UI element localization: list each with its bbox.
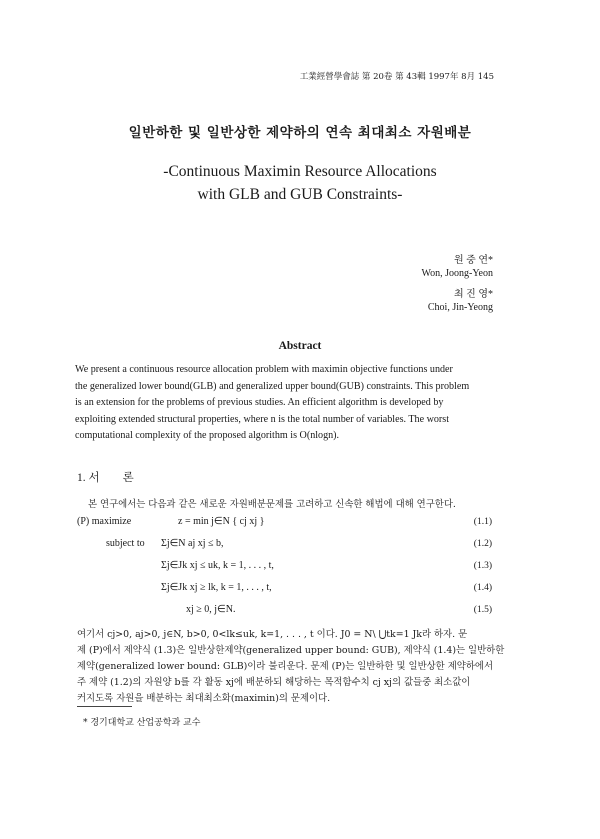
equation-4: Σj∈Jk xj ≥ lk, k = 1, . . . , t,: [161, 582, 272, 593]
author-2-korean: 최 진 영*: [454, 289, 493, 300]
equation-4-number: (1.4): [473, 583, 492, 593]
author-1-english: Won, Joong-Yeon: [421, 268, 493, 279]
english-title-line-1: -Continuous Maximin Resource Allocations: [163, 163, 437, 180]
footnote-rule: [77, 706, 132, 707]
paragraph-line: 여기서 cj>0, aj>0, j∈N, b>0, 0<lk≤uk, k=1, . . . , t 이다. J0 = N\ ⋃tk=1 Jk라 하자. 문: [77, 629, 468, 640]
equation-3: Σj∈Jk xj ≤ uk, k = 1, . . . , t,: [161, 560, 274, 571]
author-1-korean: 원 중 연*: [454, 255, 493, 266]
paragraph-line: 주 제약 (1.2)의 자원양 b를 각 활동 xj에 배분하되 해당하는 목적함수치 cj xj의 값들중 최소값이: [77, 677, 471, 688]
section-intro: 본 연구에서는 다음과 같은 새로운 자원배분문제를 고려하고 신속한 해법에 대해 연구한다.: [88, 499, 456, 510]
equation-3-number: (1.3): [473, 561, 492, 571]
footnote: * 경기대학교 산업공학과 교수: [83, 718, 201, 728]
equation-2-label: subject to: [106, 538, 145, 549]
paragraph-line: 커지도록 자원을 배분하는 최대최소화(maximin)의 문제이다.: [77, 693, 331, 704]
equation-5-number: (1.5): [473, 605, 492, 615]
abstract-line: exploiting extended structural properties, where n is the total number of variables. The worst: [75, 413, 450, 425]
english-title: [0, 160, 600, 206]
abstract-line: We present a continuous resource allocation problem with maximin objective functions under: [75, 364, 453, 375]
abstract-line: is an extension for the problems of previous studies. An efficient algorithm is developed by: [75, 397, 444, 409]
equation-1-label: (P) maximize: [77, 516, 132, 527]
author-2-english: Choi, Jin-Yeong: [427, 302, 493, 313]
equation-2-number: (1.2): [473, 539, 492, 549]
paragraph-line: 제약(generalized lower bound: GLB)이라 불리운다. 문제 (P)는 일반하한 및 일반상한 제약하에서: [77, 661, 494, 672]
korean-title: 일반하한 및 일반상한 제약하의 연속 최대최소 자원배분: [128, 125, 472, 141]
equation-5: xj ≥ 0, j∈N.: [186, 604, 236, 615]
abstract-line: the generalized lower bound(GLB) and generalized upper bound(GUB) constraints. This problem: [75, 380, 470, 392]
equation-1: z = min j∈N { cj xj }: [178, 516, 265, 527]
english-title-line-2: with GLB and GUB Constraints-: [197, 186, 403, 203]
abstract-heading: Abstract: [278, 340, 322, 352]
equation-1-number: (1.1): [473, 517, 492, 527]
equation-2: Σj∈N aj xj ≤ b,: [161, 538, 224, 549]
abstract-text: [75, 362, 525, 445]
abstract-line: computational complexity of the proposed algorithm is O(nlogn).: [75, 430, 340, 442]
paragraph-line: 제 (P)에서 제약식 (1.3)은 일반상한제약(generalized upper bound: GUB), 제약식 (1.4)는 일반하한: [77, 645, 505, 656]
section-heading: 1. 서 론: [77, 472, 134, 484]
journal-header: 工業經營學會誌 第 20卷 第 43輯 1997年 8月 145: [299, 72, 494, 82]
